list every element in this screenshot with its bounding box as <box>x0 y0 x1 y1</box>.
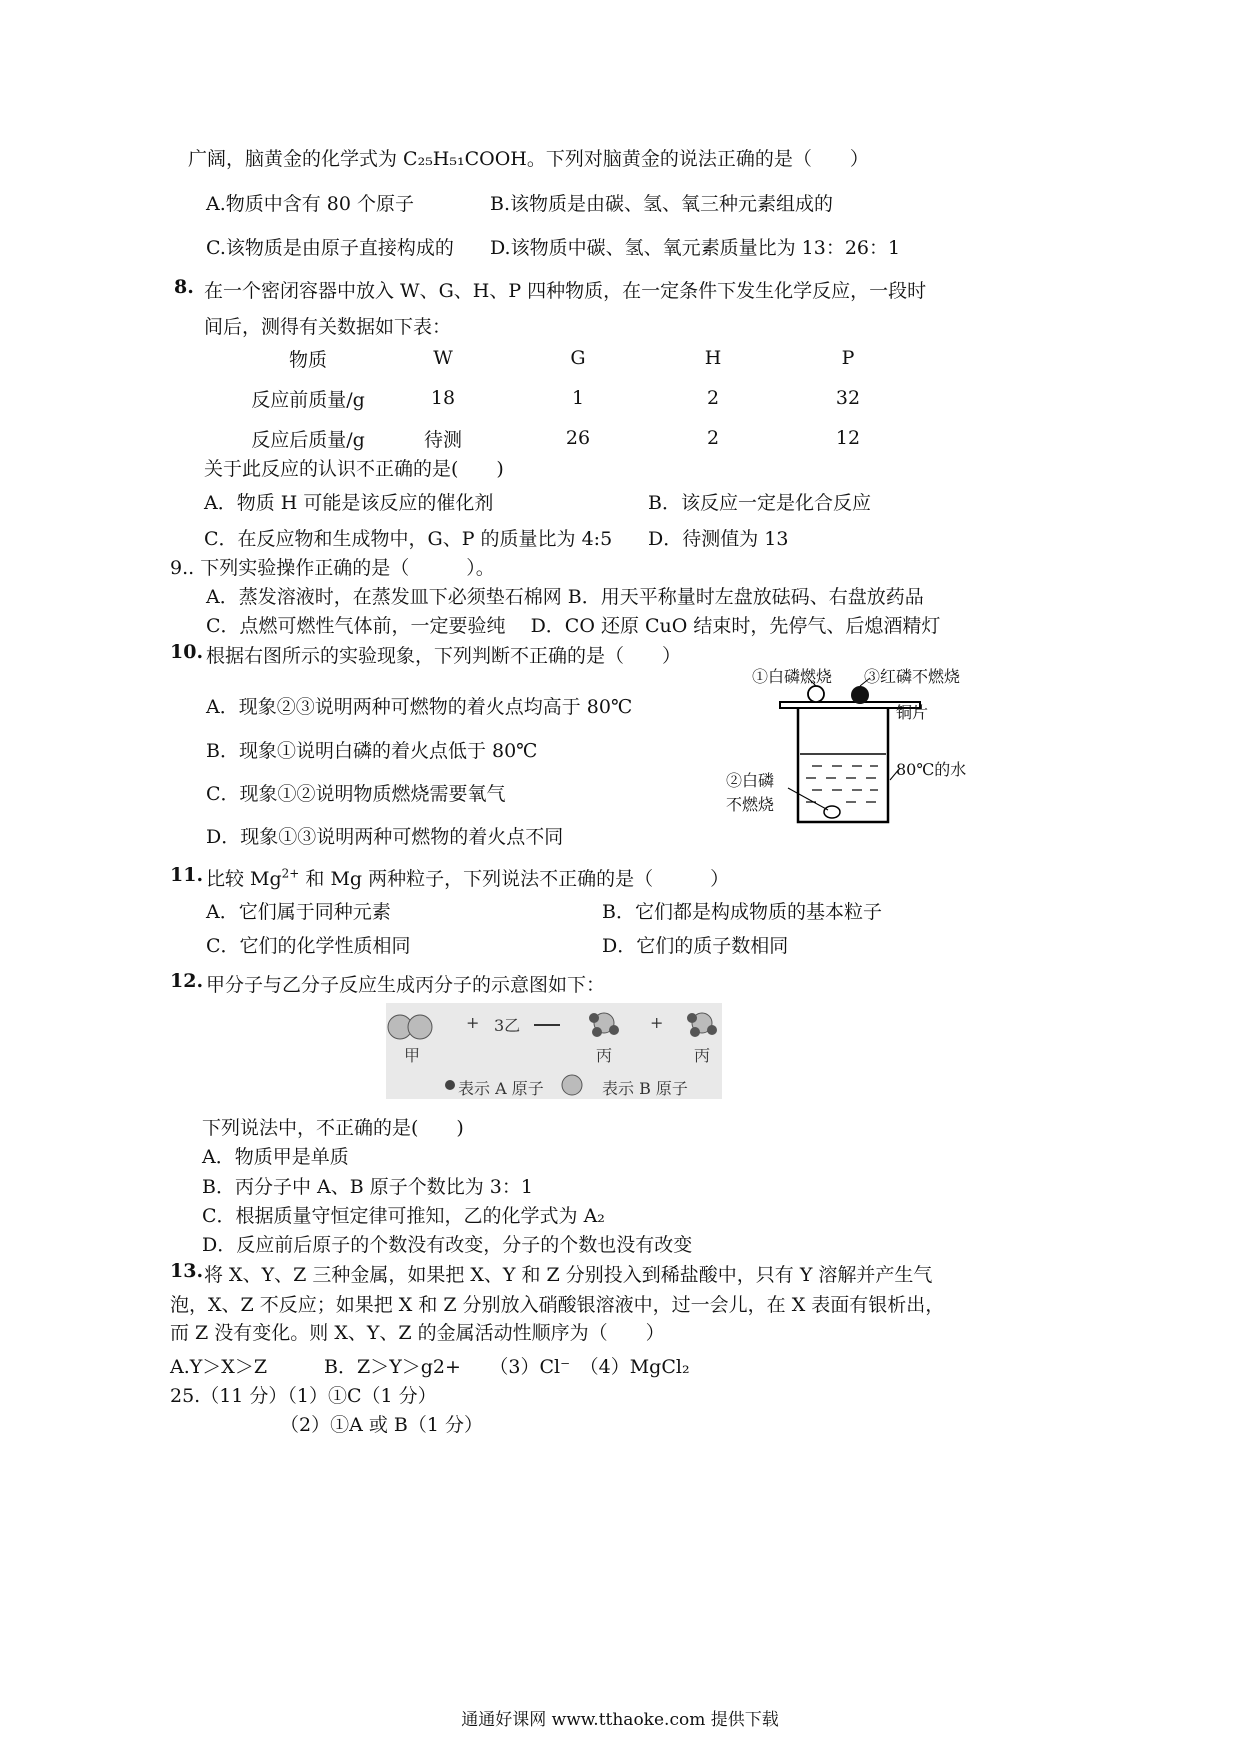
page-footer: 通通好课网 www.tthaoke.com 提供下载 <box>461 1710 779 1730</box>
table-cell: 32 <box>835 387 861 409</box>
q10-option-d: D．现象①③说明两种可燃物的着火点不同 <box>206 826 564 848</box>
q12-number: 12. <box>170 970 204 992</box>
table-cell: 反应前质量/g <box>251 388 365 411</box>
fig-plus-1: + <box>466 1013 480 1032</box>
q11-option-b: B．它们都是构成物质的基本粒子 <box>602 901 882 923</box>
q12-ask: 下列说法中，不正确的是( ) <box>202 1117 464 1139</box>
q9-options-cd: C．点燃可燃性气体前，一定要验纯 D．CO 还原 CuO 结束时，先停气、后熄酒精灯 <box>206 615 941 637</box>
fig-label-bing-2: 丙 <box>694 1046 711 1065</box>
q10-option-b: B．现象①说明白磷的着火点低于 80℃ <box>206 740 538 762</box>
table-row <box>228 418 928 458</box>
table-cell: 12 <box>835 427 861 449</box>
table-cell: 1 <box>571 387 585 409</box>
q10-option-c: C．现象①②说明物质燃烧需要氧气 <box>206 783 506 805</box>
table-cell: 2 <box>706 387 720 409</box>
q8-ask: 关于此反应的认识不正确的是( ) <box>204 458 504 480</box>
table-header-cell: W <box>433 347 453 369</box>
table-header-cell: H <box>704 347 722 369</box>
fig-plus-2: + <box>650 1013 664 1032</box>
q11-option-d: D．它们的质子数相同 <box>602 935 789 957</box>
q7-option-d: D.该物质中碳、氢、氧元素质量比为 13：26：1 <box>490 237 901 259</box>
q8-option-a: A．物质 H 可能是该反应的催化剂 <box>204 492 494 514</box>
fig-label-not-burning: 不燃烧 <box>726 795 775 814</box>
q7-option-a: A.物质中含有 80 个原子 <box>206 193 415 215</box>
q11-number: 11. <box>170 864 204 886</box>
table-cell: 18 <box>430 387 456 409</box>
q13-stem-line1: 将 X、Y、Z 三种金属，如果把 X、Y 和 Z 分别投入到稀盐酸中，只有 Y 溶解并产生气 <box>204 1264 933 1286</box>
table-cell: 反应后质量/g <box>251 428 365 451</box>
table-header-row <box>228 338 928 378</box>
fig-label-copper-plate: 铜片 <box>896 703 929 722</box>
q8-number: 8. <box>174 276 194 298</box>
fig-label-red-phosphorus: ③红磷不燃烧 <box>864 667 961 686</box>
fig-reactant-yi: 3乙 <box>494 1016 521 1035</box>
table-header-cell: G <box>570 347 586 369</box>
table-cell: 待测 <box>423 428 462 451</box>
q7-option-b: B.该物质是由碳、氢、氧三种元素组成的 <box>490 193 834 215</box>
q13-stem-line3: 而 Z 没有变化。则 X、Y、Z 的金属活动性顺序为（ ） <box>170 1322 665 1344</box>
q11-option-a: A．它们属于同种元素 <box>206 901 391 923</box>
fig-label-white-phosphorus-underwater: ②白磷 <box>726 771 775 790</box>
q13-number: 13. <box>170 1260 204 1282</box>
q11-stem <box>206 864 729 891</box>
q7-option-c: C.该物质是由原子直接构成的 <box>206 237 454 259</box>
answer-25-line1: 25.（11 分）（1）①C（1 分） <box>170 1385 437 1407</box>
q11-stem-pre: 比较 Mg <box>206 868 282 890</box>
q11-option-c: C．它们的化学性质相同 <box>206 935 411 957</box>
q8-stem-line1: 在一个密闭容器中放入 W、G、H、P 四种物质，在一定条件下发生化学反应，一段时 <box>204 280 927 302</box>
q13-stem-line2: 泡，X、Z 不反应；如果把 X 和 Z 分别放入硝酸银溶液中，过一会儿，在 X 表面有银析出， <box>170 1294 945 1316</box>
q8-data-table <box>228 338 928 458</box>
q12-stem: 甲分子与乙分子反应生成丙分子的示意图如下： <box>206 974 606 996</box>
q12-option-d: D．反应前后原子的个数没有改变，分子的个数也没有改变 <box>202 1234 693 1256</box>
q11-stem-post: 和 Mg 两种粒子，下列说法不正确的是（ ） <box>299 868 730 890</box>
q9-stem: 9.. 下列实验操作正确的是（ ）。 <box>170 557 495 579</box>
q8-option-d: D．待测值为 13 <box>648 528 789 550</box>
table-header-cell: P <box>841 347 855 369</box>
q12-option-a: A．物质甲是单质 <box>202 1146 349 1168</box>
fig-legend-b-atom: 表示 B 原子 <box>602 1079 688 1098</box>
table-cell: 26 <box>565 427 591 449</box>
q13-options: A.Y＞X＞Z B．Z＞Y＞g2+ （3）Cl⁻ （4）MgCl₂ <box>170 1356 690 1378</box>
fig-label-hot-water: 80℃的水 <box>896 760 967 779</box>
q11-stem-sup: 2+ <box>281 866 300 881</box>
q8-stem-line2: 间后，测得有关数据如下表： <box>204 316 452 338</box>
fig-legend-a-atom: 表示 A 原子 <box>458 1079 544 1098</box>
q8-option-c: C．在反应物和生成物中，G、P 的质量比为 4:5 <box>204 528 613 550</box>
q7-stem: 广阔，脑黄金的化学式为 C₂₅H₅₁COOH。下列对脑黄金的说法正确的是（ ） <box>188 148 869 170</box>
table-cell: 2 <box>706 427 720 449</box>
table-header-cell: 物质 <box>288 348 327 371</box>
q10-number: 10. <box>170 641 204 663</box>
fig-label-white-phosphorus-burning: ①白磷燃烧 <box>752 667 833 686</box>
table-row <box>228 378 928 418</box>
q12-option-b: B．丙分子中 A、B 原子个数比为 3：1 <box>202 1176 533 1198</box>
q10-stem: 根据右图所示的实验现象，下列判断不正确的是（ ） <box>206 645 682 667</box>
q8-option-b: B．该反应一定是化合反应 <box>648 492 871 514</box>
q9-options-ab: A．蒸发溶液时，在蒸发皿下必须垫石棉网 B．用天平称量时左盘放砝码、右盘放药品 <box>206 586 924 608</box>
fig-label-bing-1: 丙 <box>596 1046 613 1065</box>
answer-25-line2: （2）①A 或 B（1 分） <box>280 1414 483 1436</box>
fig-label-jia: 甲 <box>404 1046 421 1065</box>
q12-option-c: C．根据质量守恒定律可推知，乙的化学式为 A₂ <box>202 1205 605 1227</box>
q10-option-a: A．现象②③说明两种可燃物的着火点均高于 80℃ <box>206 696 633 718</box>
